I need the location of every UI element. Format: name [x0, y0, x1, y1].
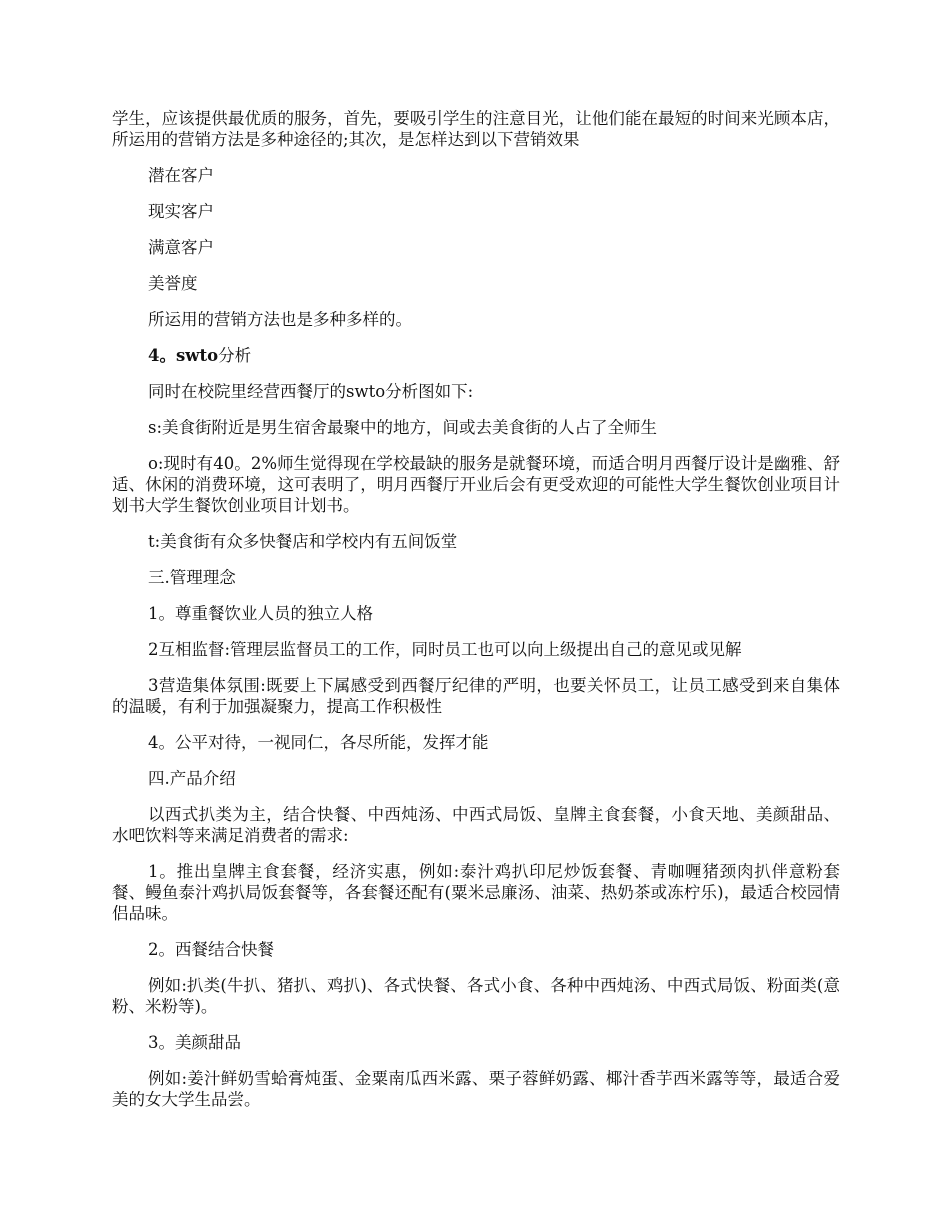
document-body — [112, 108, 840, 1125]
paragraph-management-1: 1。尊重餐饮业人员的独立人格 — [148, 604, 373, 623]
paragraph-product-2-example: 例如:扒类(牛扒、猪扒、鸡扒)、各式快餐、各式小食、各种中西炖汤、中西式局饭、粉面类(意粉、米粉等)。 — [112, 976, 840, 1016]
paragraph-swto-intro: 同时在校院里经营西餐厅的swto分析图如下: — [148, 382, 474, 401]
paragraph-product-3: 3。美颜甜品 — [148, 1033, 241, 1052]
heading-management: 三.管理理念 — [148, 568, 236, 587]
paragraph-reputation: 美誉度 — [148, 274, 198, 293]
paragraph-intro: 学生，应该提供最优质的服务，首先，要吸引学生的注意目光，让他们能在最短的时间来光顾本店，所运用的营销方法是多种途径的;其次，是怎样达到以下营销效果 — [112, 109, 840, 149]
paragraph-satisfied-customer: 满意客户 — [148, 238, 214, 257]
paragraph-product-3-example: 例如:姜汁鲜奶雪蛤膏炖蛋、金粟南瓜西米露、栗子蓉鲜奶露、椰汁香芋西米露等等，最适合爱美的女大学生品尝。 — [112, 1069, 840, 1109]
paragraph-management-4: 4。公平对待，一视同仁，各尽所能，发挥才能 — [148, 733, 489, 752]
paragraph-real-customer: 现实客户 — [148, 202, 214, 221]
paragraph-swto-o: o:现时有40。2%师生觉得现在学校最缺的服务是就餐环境，而适合明月西餐厅设计是幽雅、舒适、休闲的消费环境，这可表明了，明月西餐厅开业后会有更受欢迎的可能性大学生餐饮创业项目计划书大学生餐饮创业项目计划书。 — [112, 454, 840, 515]
heading-swto-number: 4。swto — [148, 346, 219, 365]
paragraph-potential-customer: 潜在客户 — [148, 166, 214, 185]
paragraph-management-2: 2互相监督:管理层监督员工的工作，同时员工也可以向上级提出自己的意见或见解 — [148, 640, 742, 659]
heading-swto-label: 分析 — [218, 346, 252, 365]
heading-product: 四.产品介绍 — [148, 769, 236, 788]
paragraph-product-2: 2。西餐结合快餐 — [148, 940, 274, 959]
paragraph-marketing-methods: 所运用的营销方法也是多种多样的。 — [148, 310, 412, 329]
paragraph-product-1: 1。推出皇牌主食套餐，经济实惠，例如:泰汁鸡扒印尼炒饭套餐、青咖喱猪颈肉扒伴意粉套餐、鳗鱼泰汁鸡扒局饭套餐等，各套餐还配有(粟米忌廉汤、油菜、热奶茶或冻柠乐)，最适合校园情侣品味。 — [112, 862, 840, 923]
paragraph-swto-s: s:美食街附近是男生宿舍最聚中的地方，间或去美食街的人占了全师生 — [148, 418, 658, 437]
paragraph-management-3: 3营造集体氛围:既要上下属感受到西餐厅纪律的严明，也要关怀员工，让员工感受到来自集体的温暖，有利于加强凝聚力，提高工作积极性 — [112, 676, 840, 716]
paragraph-swto-t: t:美食街有众多快餐店和学校内有五间饭堂 — [148, 532, 458, 551]
paragraph-product-intro: 以西式扒类为主，结合快餐、中西炖汤、中西式局饭、皇牌主食套餐，小食天地、美颜甜品、水吧饮料等来满足消费者的需求: — [112, 805, 840, 845]
heading-swto-analysis — [112, 345, 840, 366]
